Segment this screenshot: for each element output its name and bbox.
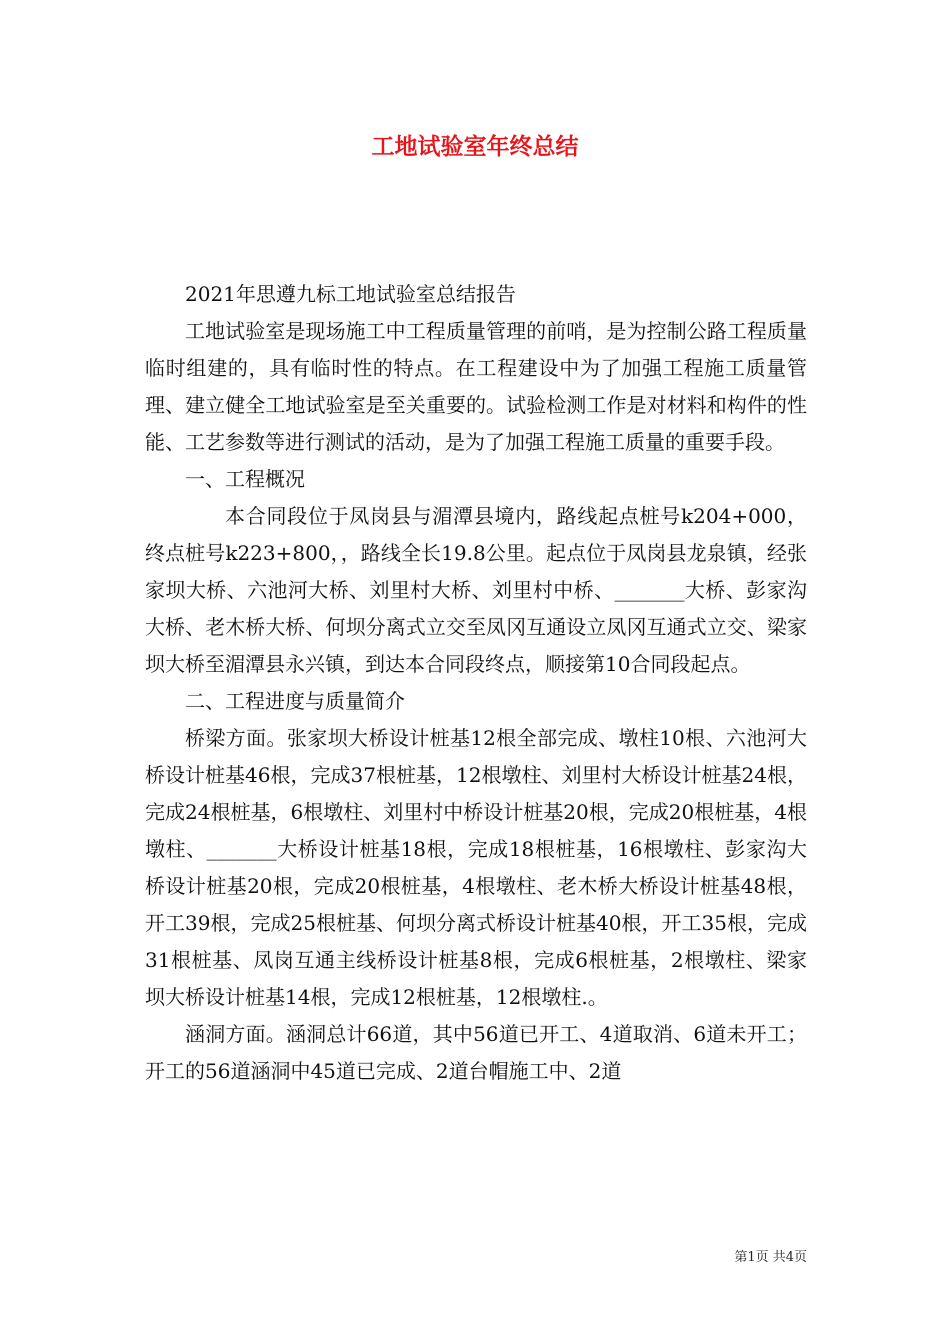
intro-paragraph: 工地试验室是现场施工中工程质量管理的前哨，是为控制公路工程质量临时组建的，具有临时性的特点。在工程建设中为了加强工程施工质量管理、建立健全工地试验室是至关重要的。试验检测工作是对材料和构件的性能、工艺参数等进行测试的活动，是为了加强工程施工质量的重要手段。	[145, 319, 807, 454]
section-heading-overview: 一、工程概况	[185, 467, 305, 491]
document-body	[145, 276, 807, 1090]
report-subtitle: 2021年思遵九标工地试验室总结报告	[185, 282, 516, 306]
section-heading-progress: 二、工程进度与质量简介	[185, 689, 405, 713]
culvert-paragraph: 涵洞方面。涵洞总计66道，其中56道已开工、4道取消、6道未开工；开工的56道涵洞中45道已完成、2道台帽施工中、2道	[145, 1022, 807, 1083]
overview-paragraph: 本合同段位于凤岗县与湄潭县境内，路线起点桩号k204+000，终点桩号k223+800，，路线全长19.8公里。起点位于凤岗县龙泉镇，经张家坝大桥、六池河大桥、刘里村大桥、刘里村中桥、_______大桥、彭家沟大桥、老木桥大桥、何坝分离式立交至凤冈互通设立凤冈互通式立交、梁家坝大桥至湄潭县永兴镇，到达本合同段终点，顺接第10合同段起点。	[145, 504, 807, 676]
bridge-paragraph: 桥梁方面。张家坝大桥设计桩基12根全部完成、墩柱10根、六池河大桥设计桩基46根，完成37根桩基，12根墩柱、刘里村大桥设计桩基24根，完成24根桩基，6根墩柱、刘里村中桥设计桩基20根，完成20根桩基，4根墩柱、_______大桥设计桩基18根，完成18根桩基，16根墩柱、彭家沟大桥设计桩基20根，完成20根桩基，4根墩柱、老木桥大桥设计桩基48根，开工39根，完成25根桩基、何坝分离式桥设计桩基40根，开工35根，完成31根桩基、凤岗互通主线桥设计桩基8根，完成6根桩基，2根墩柱、梁家坝大桥设计桩基14根，完成12根桩基，12根墩柱.。	[145, 726, 807, 1009]
document-title: 工地试验室年终总结	[371, 133, 579, 160]
page-number: 第1页 共4页	[734, 1250, 807, 1265]
